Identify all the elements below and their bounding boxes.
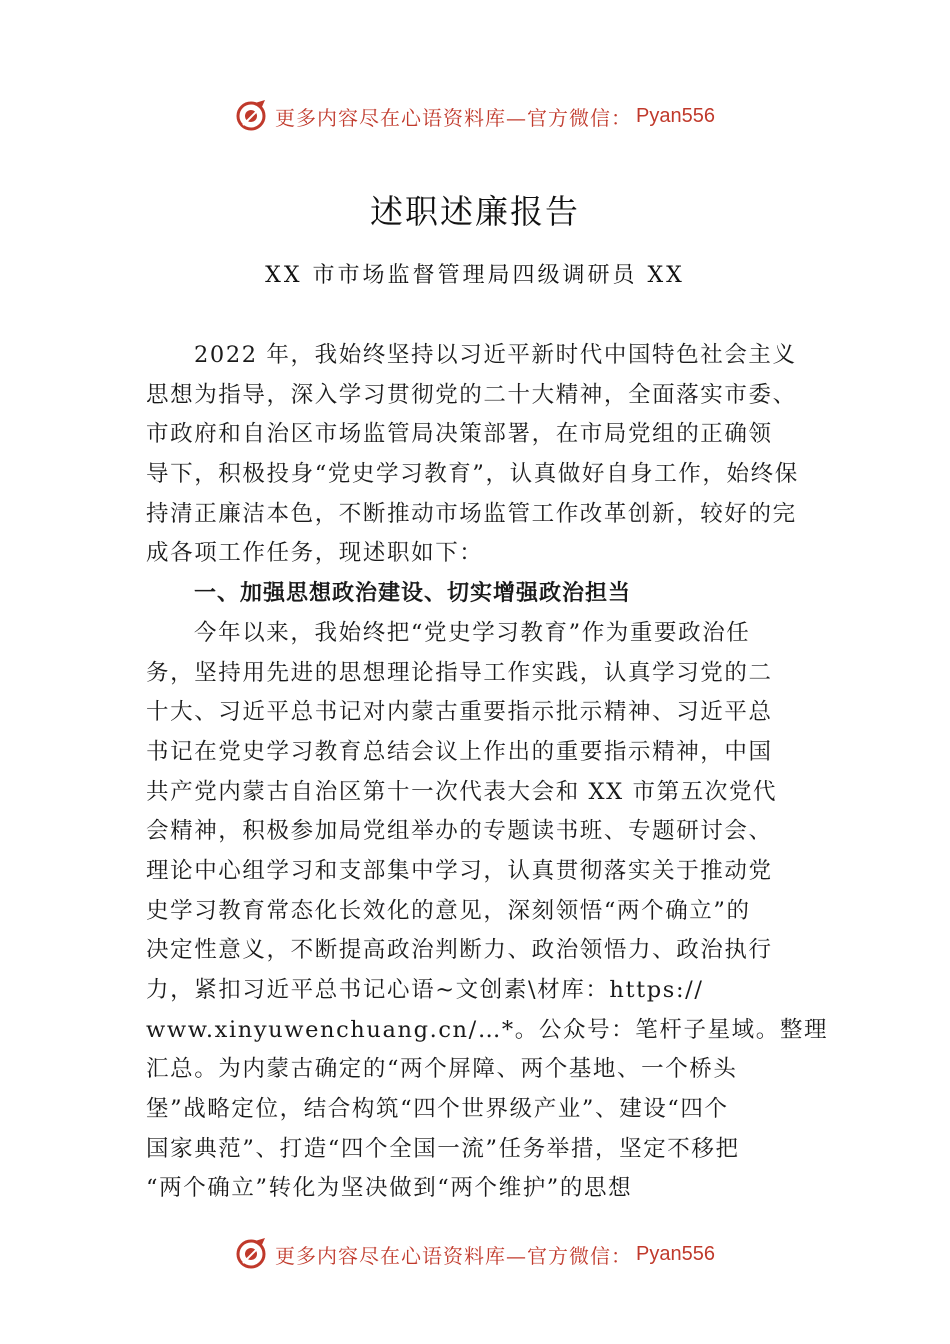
document-subtitle: XX 市市场监督管理局四级调研员 XX	[265, 263, 685, 288]
body-line: 2022 年，我始终坚持以习近平新时代中国特色社会主义	[194, 342, 797, 368]
body-line: 市政府和自治区市场监管局决策部署，在市局党组的正确领	[146, 421, 773, 448]
body-line: 理论中心组学习和支部集中学习，认真贯彻落实关于推动党	[146, 857, 773, 884]
watermark-text: 更多内容尽在心语资料库—官方微信：	[275, 105, 633, 130]
watermark-wechat-id: Pyan556	[636, 1242, 715, 1265]
watermark-banner-bottom	[0, 1234, 950, 1274]
body-line: 史学习教育常态化长效化的意见，深刻领悟“两个确立”的	[146, 897, 751, 924]
body-line: 务，坚持用先进的思想理论指导工作实践，认真学习党的二	[146, 659, 773, 686]
body-line: 成各项工作任务，现述职如下：	[146, 540, 484, 567]
body-line: 力，紧扣习近平总书记心语~文创素\材库：https://	[146, 977, 704, 1003]
pen-logo-icon	[235, 99, 269, 133]
body-line: www.xinyuwenchuang.cn/…*。公众号：笔杆子星域。整理	[146, 1016, 829, 1043]
body-line: 决定性意义，不断提高政治判断力、政治领悟力、政治执行	[146, 937, 773, 964]
document-body	[146, 336, 829, 1209]
body-line: 堡”战略定位，结合构筑“四个世界级产业”、建设“四个	[146, 1096, 729, 1123]
body-line: 导下，积极投身“党史学习教育”，认真做好自身工作，始终保	[146, 461, 799, 488]
watermark-text: 更多内容尽在心语资料库—官方微信：	[275, 1243, 633, 1268]
body-line: “两个确立”转化为坚决做到“两个维护”的思想	[146, 1175, 633, 1202]
body-line: 书记在党史学习教育总结会议上作出的重要指示精神，中国	[146, 738, 773, 765]
body-line: 持清正廉洁本色，不断推动市场监管工作改革创新，较好的完	[146, 500, 797, 527]
body-line: 共产党内蒙古自治区第十一次代表大会和 XX 市第五次党代	[146, 778, 778, 805]
body-line: 汇总。为内蒙古确定的“两个屏障、两个基地、一个桥头	[146, 1056, 738, 1083]
watermark-banner-top	[0, 96, 950, 136]
body-line: 国家典范”、打造“四个全国一流”任务举措，坚定不移把	[146, 1135, 740, 1162]
body-line: 思想为指导，深入学习贯彻党的二十大精神，全面落实市委、	[146, 381, 797, 408]
document-title: 述职述廉报告	[370, 192, 580, 231]
body-line: 会精神，积极参加局党组举办的专题读书班、专题研讨会、	[146, 818, 773, 845]
section-heading: 一、加强思想政治建设、切实增强政治担当	[194, 581, 632, 607]
body-line: 今年以来，我始终把“党史学习教育”作为重要政治任	[194, 619, 751, 646]
body-line: 十大、习近平总书记对内蒙古重要指示批示精神、习近平总	[146, 699, 773, 726]
watermark-wechat-id: Pyan556	[636, 104, 715, 127]
pen-logo-icon	[235, 1237, 269, 1271]
